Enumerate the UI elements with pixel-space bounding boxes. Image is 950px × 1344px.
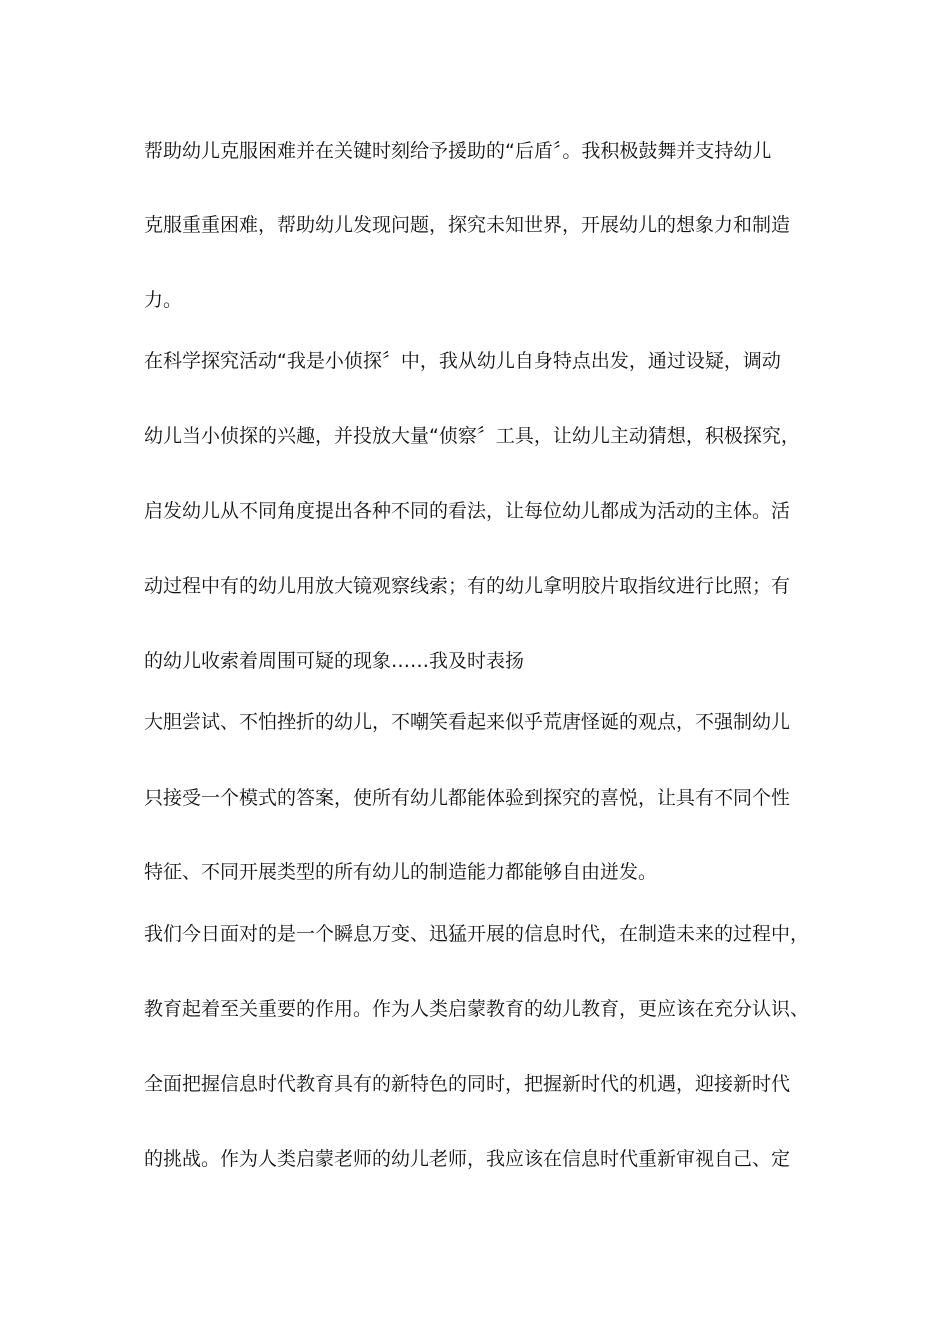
text-line: 在科学探究活动“我是小侦探〞中，我从幼儿自身特点出发，通过设疑，调动	[144, 350, 781, 372]
text-line: 帮助幼儿克服困难并在关键时刻给予援助的“后盾〞。我积极鼓舞并支持幼儿	[144, 140, 772, 162]
text-line: 教育起着至关重要的作用。作为人类启蒙教育的幼儿教育，更应该在充分认识、	[144, 998, 810, 1020]
text-line: 我们今日面对的是一个瞬息万变、迅猛开展的信息时代，在制造未来的过程中，	[144, 923, 810, 945]
text-line: 大胆尝试、不怕挫折的幼儿，不嘲笑看起来似乎荒唐怪诞的观点，不强制幼儿	[144, 711, 791, 733]
text-line: 的挑战。作为人类启蒙老师的幼儿老师，我应该在信息时代重新审视自己、定	[144, 1148, 791, 1170]
text-line: 力。	[144, 289, 183, 311]
text-line: 动过程中有的幼儿用放大镜观察线索；有的幼儿拿明胶片取指纹进行比照；有	[144, 575, 791, 597]
text-line: 克服重重困难，帮助幼儿发现问题，探究未知世界，开展幼儿的想象力和制造	[144, 214, 791, 236]
text-line: 幼儿当小侦探的兴趣，并投放大量“侦察〞工具，让幼儿主动猜想，积极探究，	[144, 425, 800, 447]
text-line: 的幼儿收索着周围可疑的现象……我及时表扬	[144, 650, 525, 672]
text-line: 特征、不同开展类型的所有幼儿的制造能力都能够自由迸发。	[144, 861, 658, 883]
text-line: 只接受一个模式的答案，使所有幼儿都能体验到探究的喜悦，让具有不同个性	[144, 787, 791, 809]
text-line: 全面把握信息时代教育具有的新特色的同时，把握新时代的机遇，迎接新时代	[144, 1073, 791, 1095]
text-line: 启发幼儿从不同角度提出各种不同的看法，让每位幼儿都成为活动的主体。活	[144, 500, 791, 522]
